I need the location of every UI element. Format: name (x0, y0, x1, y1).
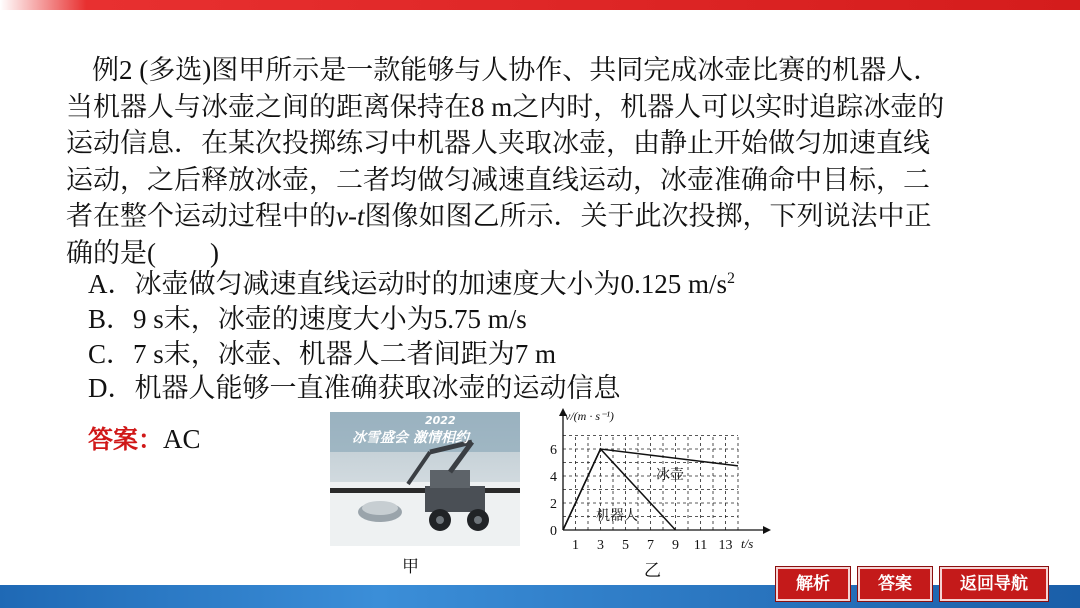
x-tick-label: 7 (647, 538, 654, 553)
x-tick-label: 9 (672, 538, 679, 553)
banner-text: 冰雪盛会 激情相约 (352, 430, 469, 446)
y-tick-label: 0 (550, 524, 557, 539)
question-line-5-tail: 图像如图乙所示．关于此次投掷，下列说法中正 (364, 201, 932, 231)
banner-year: 2022 (425, 414, 456, 427)
x-tick-label: 1 (572, 538, 579, 553)
figure-yi-caption: 乙 (644, 561, 661, 581)
y-tick-label: 4 (550, 470, 557, 485)
question-line-5-head: 者在整个运动过程中的 (66, 201, 336, 231)
answer-value: AC (163, 424, 201, 454)
answer (88, 422, 201, 457)
figure-jia-caption: 甲 (402, 557, 419, 577)
option-d: D．机器人能够一直准确获取冰壶的运动信息 (88, 373, 621, 403)
question-line-2: 当机器人与冰壶之间的距离保持在8 m之内时，机器人可以实时追踪冰壶的 (66, 91, 945, 122)
question-line-4: 运动，之后释放冰壶，二者均做匀减速直线运动，冰壶准确命中目标，二 (66, 164, 930, 195)
top-color-bar (0, 0, 1080, 10)
y-tick-label: 2 (550, 497, 557, 512)
question-line-6: 确的是( ) (66, 237, 219, 268)
back-to-nav-button[interactable]: 返回导航 (940, 567, 1048, 601)
robot-photo-illustration (330, 412, 520, 546)
question-line-1: 例2 (多选)图甲所示是一款能够与人协作、共同完成冰壶比赛的机器人． (92, 55, 941, 85)
question-line-3: 运动信息．在某次投掷练习中机器人夹取冰壶，由静止开始做匀加速直线 (66, 128, 930, 158)
answer-label: 答案： (88, 425, 164, 454)
x-axis-label: t/s (741, 536, 754, 551)
question-line-5 (66, 198, 1016, 235)
x-tick-label: 3 (597, 538, 604, 553)
x-axis-arrow (763, 526, 771, 534)
x-tick-label: 11 (693, 538, 708, 553)
question-text (66, 52, 1016, 271)
answer-button[interactable]: 答案 (858, 567, 932, 601)
y-axis-label: v/(m · s⁻¹) (565, 409, 614, 423)
option-a-superscript: 2 (727, 270, 736, 287)
option-a (88, 267, 735, 301)
option-c: C．7 s末，冰壶、机器人二者间距为7 m (88, 339, 557, 369)
curling-label: 冰壶 (656, 467, 684, 483)
x-tick-label: 5 (622, 538, 629, 553)
y-tick-label: 6 (550, 443, 557, 458)
analysis-button[interactable]: 解析 (776, 567, 850, 601)
option-a-text: A．冰壶做匀减速直线运动时的加速度大小为0.125 m/s (88, 269, 728, 299)
robot-photo (330, 412, 520, 546)
robot-label: 机器人 (596, 508, 638, 524)
option-b: B．9 s末，冰壶的速度大小为5.75 m/s (88, 304, 527, 334)
vt-graph-svg (538, 402, 778, 577)
x-tick-label: 13 (718, 538, 733, 553)
vt-symbol: v-t (336, 201, 365, 231)
vt-graph (538, 402, 778, 577)
